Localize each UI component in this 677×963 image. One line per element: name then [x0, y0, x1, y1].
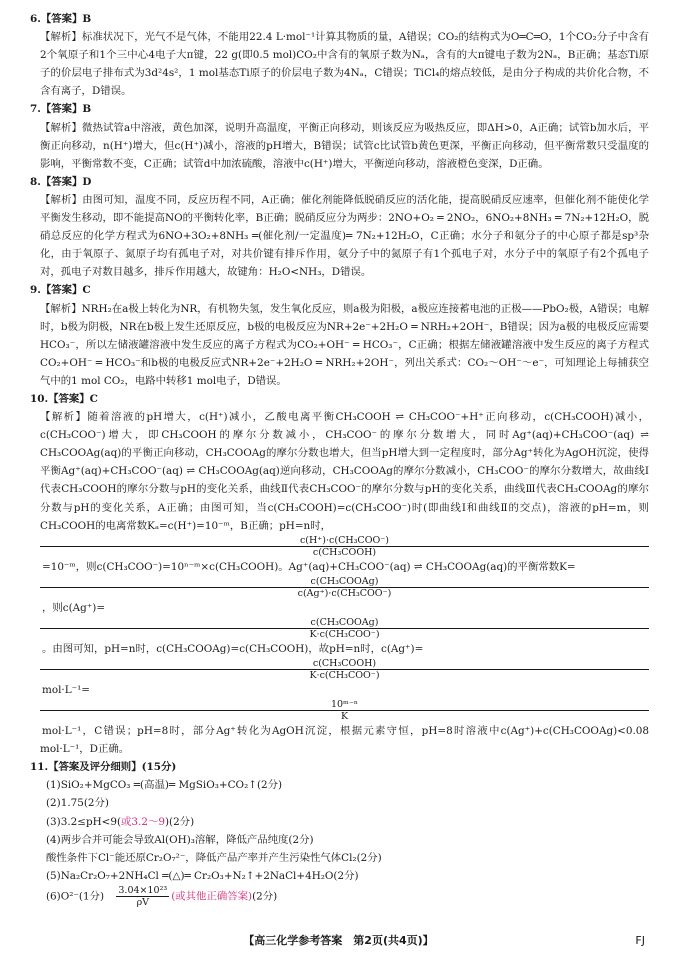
answer-text: (6)O²⁻(1分) [46, 890, 104, 903]
fraction [40, 699, 649, 722]
question-10 [30, 390, 649, 758]
explanation-part: 。由图可知，pH=n时，c(CH₃COOAg)= [42, 642, 240, 655]
question-7 [30, 100, 649, 172]
explanation-part: 【解析】随着溶液的pH增大，c(H⁺)减小，乙酸电离平衡CH₃COOH ⇌ CH₃COO⁻+H⁺正向移动，c(CH₃COOH)减小，c(CH₃COO⁻)增大，即CH₃COOH的摩尔分数减小，CH₃COO⁻的摩尔分数增大，同时Ag⁺(aq)+CH₃COO⁻(aq) ⇌ CH₃COOAg(aq)的平衡正向移动，CH₃COOAg的摩尔分数也增大，但当pH增大到一定程度时，部分Ag⁺转化为AgOH沉淀，使得平衡Ag⁺(aq)+CH₃COO⁻(aq) ⇌ CH₃COOAg(aq)逆向移动，CH₃COOAg的摩尔分数减小，CH₃COO⁻的摩尔分数增大，故曲线Ⅰ代表CH₃COOH的摩尔分数与pH的变化关系，曲线Ⅱ代表CH₃COO⁻的摩尔分数与pH的变化关系，曲线Ⅲ代表CH₃COOAg的摩尔分数与pH的变化关系，A正确；由图可知，当c(CH₃COOH)=c(CH₃COO⁻)时(即曲线Ⅰ和曲线Ⅱ的交点)，溶液的pH [40, 411, 649, 514]
denominator: c(Ag⁺)·c(CH₃COO⁻) [297, 587, 392, 599]
answer-item-2: (2)1.75(2分) [46, 797, 109, 810]
answer-item-3 [30, 813, 649, 831]
explanation-part: mol·L⁻¹= [42, 684, 90, 696]
answer-line: 8.【答案】D [30, 175, 92, 188]
explanation-part: ，则c(Ag⁺)= [42, 601, 106, 614]
answer-text: )(2分) [164, 815, 195, 828]
answer-item-4: (4)两步合并可能会导致Al(OH)₃溶解，降低产品纯度(2分) [46, 833, 314, 846]
question-8 [30, 173, 649, 282]
fraction [40, 658, 649, 681]
denominator: c(CH₃COOH) [312, 546, 377, 558]
answer-line: 11.【答案及评分细则】(15分) [30, 761, 177, 774]
explanation-part: mol·L⁻¹，C错误；pH=8时， [42, 725, 193, 738]
answer-line: 9.【答案】C [30, 284, 91, 297]
question-6 [30, 10, 649, 100]
fraction [40, 535, 649, 558]
denominator: K·c(CH₃COO⁻) [309, 628, 380, 640]
explanation-part: =m，则CH₃COOH的电离常数Kₐ=c(H⁺)=10⁻ᵐ，B正确；pH=n时， [40, 501, 649, 532]
numerator: 3.04×10²³ [118, 884, 168, 896]
question-9 [30, 281, 649, 390]
answer-text: (2分) [252, 890, 278, 903]
explanation: 【解析】由图可知，温度不同，反应历程不同，A正确；催化剂能降低脱硝反应的活化能，提高脱硝反应速率，但催化剂不能使化学平衡发生移动，即不能提高NO的平衡转化率，B正确；脱硝反应分为两步：2NO+O₂ ═ 2NO₂，6NO₂+8NH₃ ═ 7N₂+12H₂O，脱硝总反应的化学方程式为6NO+3O₂+8NH₃ ═(催化剂/一定温度)═ 7N₂+12H₂O，C正确；水分子和氨分子的中心原子都是sp³杂化，由于氧原子、氮原子均有孤电子对，对共价键有排斥作用，氨分子中的氮原子有1个孤电子对，水分子中的氧原子有2个孤电子对，孤电子对数目越多，排斥作用越大，故键角：H₂O<NH₃，D错误。 [40, 193, 649, 279]
answer-line: 7.【答案】B [30, 103, 92, 116]
question-11 [30, 758, 649, 908]
answer-item-1: (1)SiO₂+MgCO₃ ═(高温)═ MgSiO₃+CO₂↑(2分) [46, 779, 283, 792]
answer-item-4b: 酸性条件下Cl⁻能还原Cr₂O₇²⁻，降低产品产率并产生污染性气体Cl₂(2分) [46, 851, 382, 864]
denominator: K [340, 711, 349, 723]
answer-item-6 [30, 885, 649, 908]
explanation-part: c(CH₃COOH)，故pH=n时，c(Ag⁺)= [239, 642, 424, 655]
answer-line: 6.【答案】B [30, 13, 92, 25]
explanation: 【解析】微热试管a中溶液，黄色加深，说明升高温度，平衡正向移动，则该反应为吸热反应，即ΔH>0，A正确；试管b加水后，平衡正向移动，n(H⁺)增大，但c(H⁺)减小，溶液的pH增大，B错误；试管c比试管b黄色更深，平衡正向移动，但平衡常数只受温度的影响，平衡常数不变，C正确；试管d中加浓硫酸，溶液中c(H⁺)增大，平衡逆向移动，溶液橙色变深，D正确。 [40, 121, 649, 170]
answer-item-5: (5)Na₂Cr₂O₇+2NH₄Cl ═(△)═ Cr₂O₃+N₂↑+2NaCl+4H₂O(2分) [46, 869, 359, 882]
explanation [30, 408, 649, 758]
fraction [116, 885, 169, 908]
footer-title: 【高三化学参考答案 第2页(共4页)】 [243, 934, 434, 947]
numerator: c(CH₃COOAg) [40, 617, 649, 629]
explanation: 【解析】NRH₂在a极上转化为NR，有机物失氢，发生氧化反应，则a极为阳极，a极应连接蓄电池的正极——PbO₂极，A错误；电解时，b极为阴极，NR在b极上发生还原反应，b极的电极反应为NR+2e⁻+2H₂O ═ NRH₂+2OH⁻，B错误；因为a极的电极反应需要HCO₃⁻，所以左储液罐溶液中发生反应的离子方程式为CO₂+OH⁻ ═ HCO₃⁻，C正确；根据左储液罐溶液中发生反应的离子方程式CO₂+OH⁻ ═ HCO₃⁻和b极的电极反应式NR+2e⁻+2H₂O ═ NRH₂+2OH⁻，列出关系式：CO₂～OH⁻～e⁻，可知理论上每捕获空气中的1 mol CO₂，电路中转移1 mol电子，D错误。 [40, 302, 649, 387]
alternate-answer: 或3.2～9 [121, 815, 165, 828]
denominator: ρV [136, 896, 150, 908]
page-footer [0, 932, 677, 952]
explanation-part: 部分Ag⁺转化为AgOH沉淀，根据元素守恒，pH=8时溶液中c(Ag⁺)+c(CH₃COOAg)<0.08 mol·L⁻¹，D正确。 [40, 725, 649, 756]
explanation-part: c(CH₃COO⁻)=10ⁿ⁻ᵐ×c(CH₃COOH)。Ag⁺(aq)+CH₃COO⁻(aq) ⇌ CH₃COOAg(aq)的平衡常数K= [96, 560, 576, 573]
fraction [40, 617, 649, 640]
fraction [40, 576, 649, 599]
denominator: K·c(CH₃COO⁻) [309, 670, 380, 681]
explanation-part: =10⁻ᵐ，则 [42, 560, 97, 573]
alternate-answer: (或其他正确答案) [171, 890, 253, 903]
footer-code: FJ [635, 934, 645, 947]
answer-line: 10.【答案】C [30, 392, 98, 405]
explanation: 【解析】标准状况下，光气不是气体，不能用22.4 L·mol⁻¹计算其物质的量，A错误；CO₂的结构式为O═C═O，1个CO₂分子中含有2个氧原子和1个三中心4电子大π键，22 g(即0.5 mol)CO₂中含有的氧原子数为Nₐ，含有的大π键电子数为2Nₐ，B正确；基态Ti原子的价层电子排布式为3d²4s²，1 mol基态Ti原子的价层电子数为4Nₐ，C错误；TiCl₄的熔点较低，是由分子构成的共价化合物，不含有离子，D错误。 [40, 31, 649, 98]
numerator: c(CH₃COOH) [40, 658, 649, 670]
numerator: c(CH₃COOAg) [40, 576, 649, 588]
numerator: c(H⁺)·c(CH₃COO⁻) [40, 535, 649, 547]
answer-text: (3)3.2≤pH<9( [46, 815, 122, 828]
numerator: 10ᵐ⁻ⁿ [40, 699, 649, 711]
